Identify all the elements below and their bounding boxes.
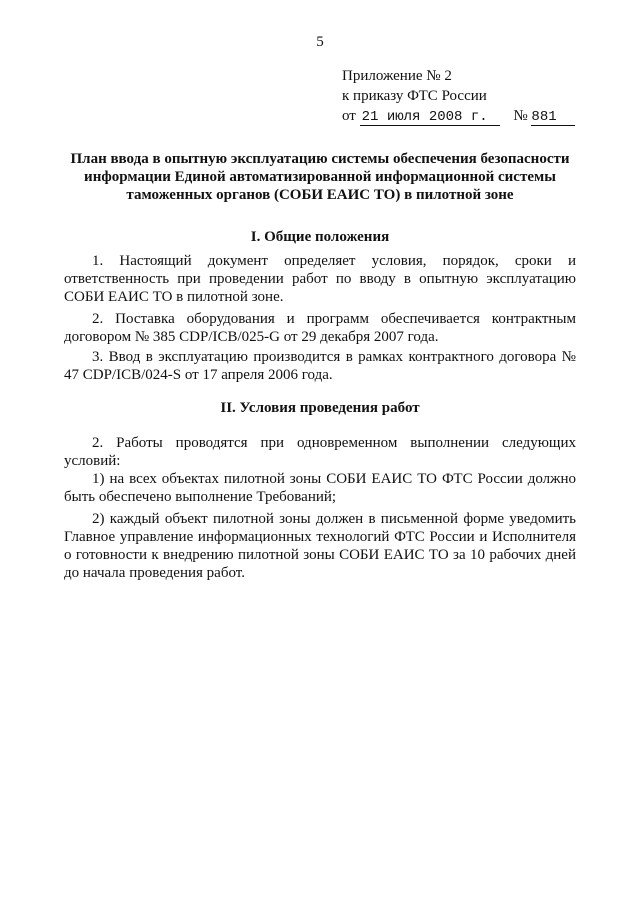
order-date: 21 июля 2008 г. <box>360 109 500 126</box>
appendix-block <box>342 66 575 126</box>
section-1-paragraph-2: 2. Поставка оборудования и программ обеспечивается контрактным договором № 385 CDP/ICB/025-G от 29 декабря 2007 года. <box>64 311 576 345</box>
page-number: 5 <box>316 34 324 50</box>
number-label: № <box>513 108 528 124</box>
order-number: 881 <box>531 109 575 126</box>
section-2-condition-2: 2) каждый объект пилотной зоны должен в письменной форме уведомить Главное управление информационных технологий ФТС России и Исполнителя о готовности к внедрению пилотной зоны СОБИ ЕАИС ТО за 10 рабочих дней до начала проведения работ. <box>64 511 576 581</box>
appendix-number: Приложение № 2 <box>342 68 452 84</box>
date-prefix: от <box>342 108 356 124</box>
section-2-heading: II. Условия проведения работ <box>220 400 420 416</box>
section-1-paragraph-3: 3. Ввод в эксплуатацию производится в рамках контрактного договора № 47 CDP/ICB/024-S от 17 апреля 2006 года. <box>64 349 576 383</box>
section-1-paragraph-1: 1. Настоящий документ определяет условия, порядок, сроки и ответственность при проведении работ по вводу в опытную эксплуатацию СОБИ ЕАИС ТО в пилотной зоне. <box>64 253 576 305</box>
section-2-paragraph-1: 2. Работы проводятся при одновременном выполнении следующих условий: <box>64 435 576 469</box>
order-date-line <box>342 106 575 126</box>
section-2-condition-1: 1) на всех объектах пилотной зоны СОБИ ЕАИС ТО ФТС России должно быть обеспечено выполнение Требований; <box>64 471 576 505</box>
order-reference: к приказу ФТС России <box>342 88 487 104</box>
section-1-heading: I. Общие положения <box>250 229 390 245</box>
document-title: План ввода в опытную эксплуатацию системы обеспечения безопасности информации Единой автоматизированной информационной системы таможенных органов (СОБИ ЕАИС ТО) в пилотной зоне <box>70 151 570 203</box>
